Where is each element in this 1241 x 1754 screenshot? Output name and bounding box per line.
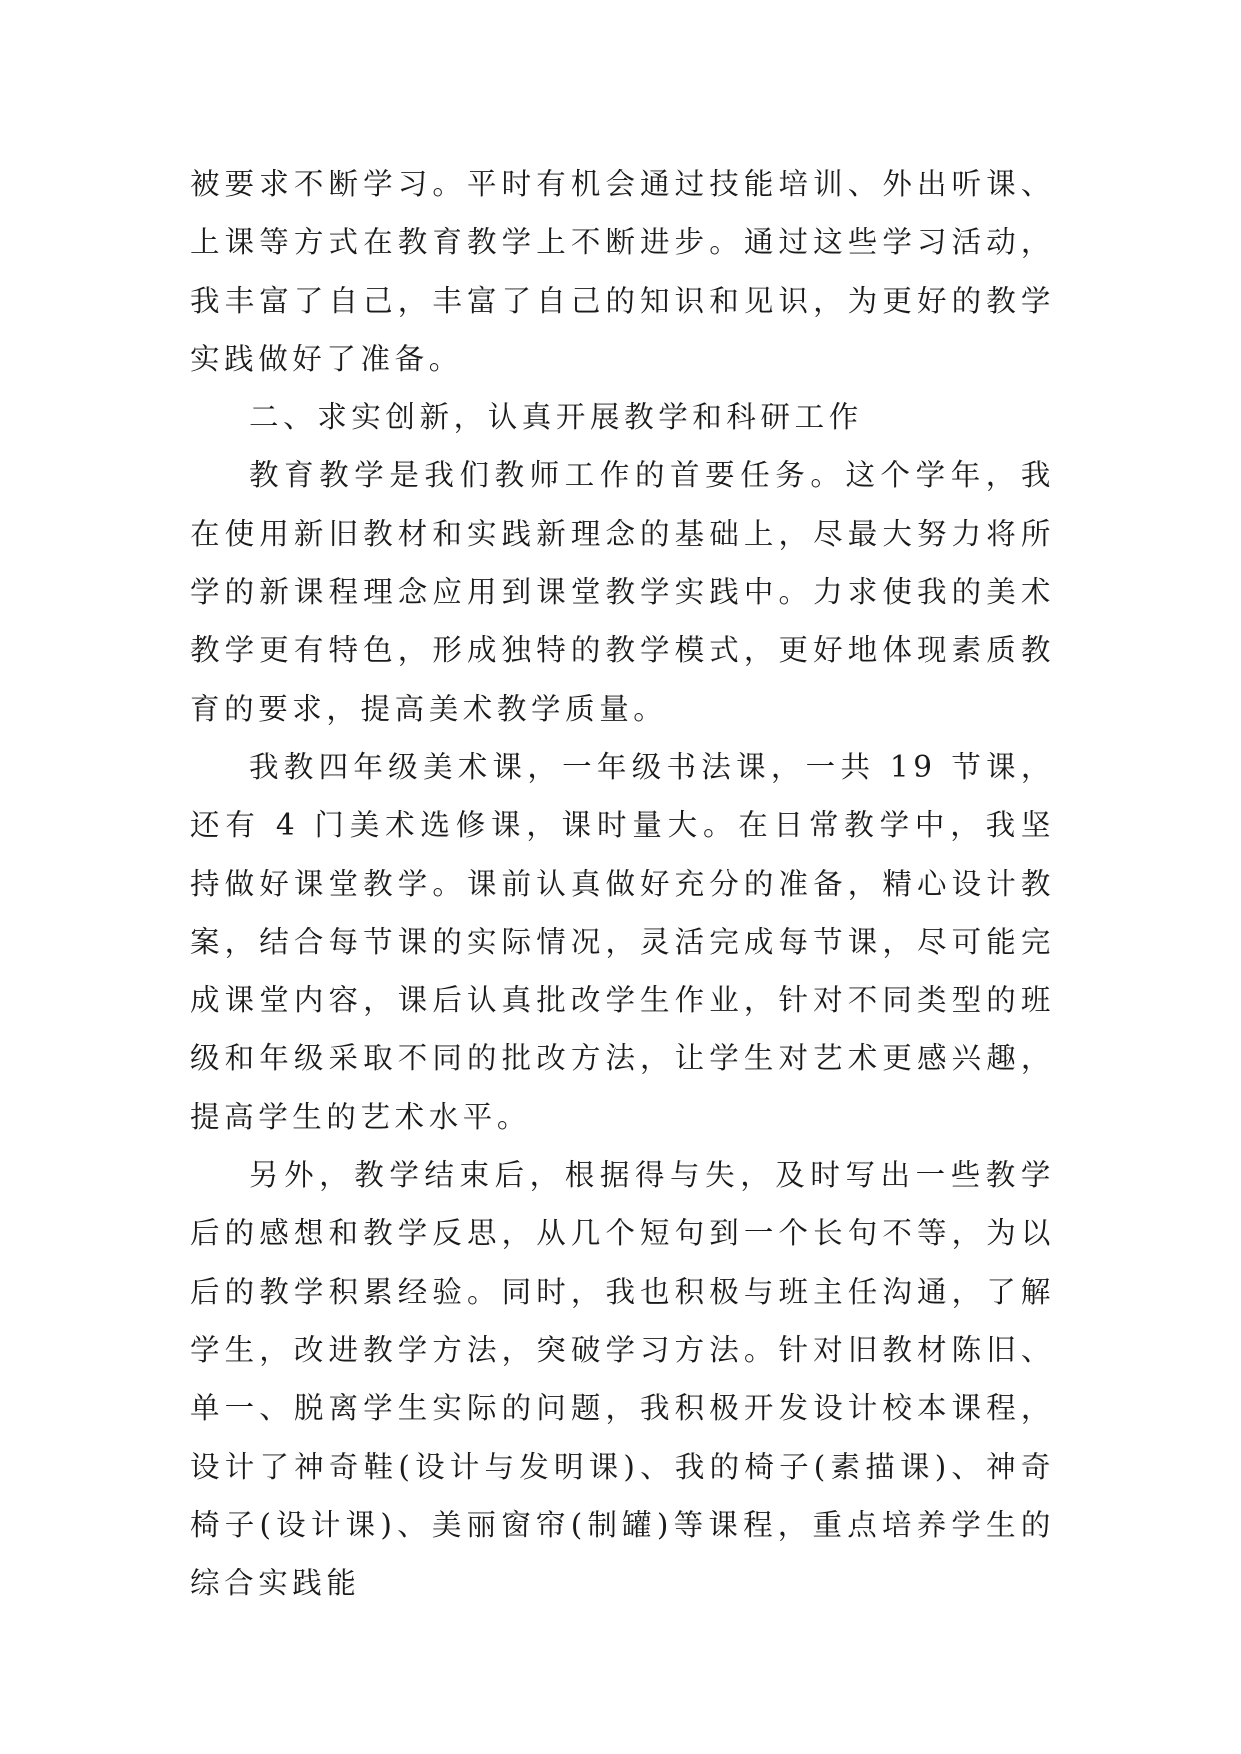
document-page [190, 155, 1055, 1612]
paragraph-course-load: 我教四年级美术课，一年级书法课，一共 19 节课，还有 4 门美术选修课，课时量大。在日常教学中，我坚持做好课堂教学。课前认真做好充分的准备，精心设计教案，结合每节课的实际情况，灵活完成每节课，尽可能完成课堂内容，课后认真批改学生作业，针对不同类型的班级和年级采取不同的批改方法，让学生对艺术更感兴趣，提高学生的艺术水平。 [190, 749, 1055, 1134]
paragraph-continuation: 被要求不断学习。平时有机会通过技能培训、外出听课、上课等方式在教育教学上不断进步。通过这些学习活动，我丰富了自己，丰富了自己的知识和见识，为更好的教学实践做好了准备。 [190, 167, 1055, 376]
paragraph-reflection: 另外，教学结束后，根据得与失，及时写出一些教学后的感想和教学反思，从几个短句到一个长句不等，为以后的教学积累经验。同时，我也积极与班主任沟通，了解学生，改进教学方法，突破学习方法。针对旧教材陈旧、单一、脱离学生实际的问题，我积极开发设计校本课程，设计了神奇鞋(设计与发明课)、我的椅子(素描课)、神奇椅子(设计课)、美丽窗帘(制罐)等课程，重点培养学生的综合实践能 [190, 1158, 1055, 1601]
paragraph-teaching-task: 教育教学是我们教师工作的首要任务。这个学年，我在使用新旧教材和实践新理念的基础上，尽最大努力将所学的新课程理念应用到课堂教学实践中。力求使我的美术教学更有特色，形成独特的教学模式，更好地体现素质教育的要求，提高美术教学质量。 [190, 458, 1055, 726]
section-heading: 二、求实创新，认真开展教学和科研工作 [249, 400, 863, 435]
